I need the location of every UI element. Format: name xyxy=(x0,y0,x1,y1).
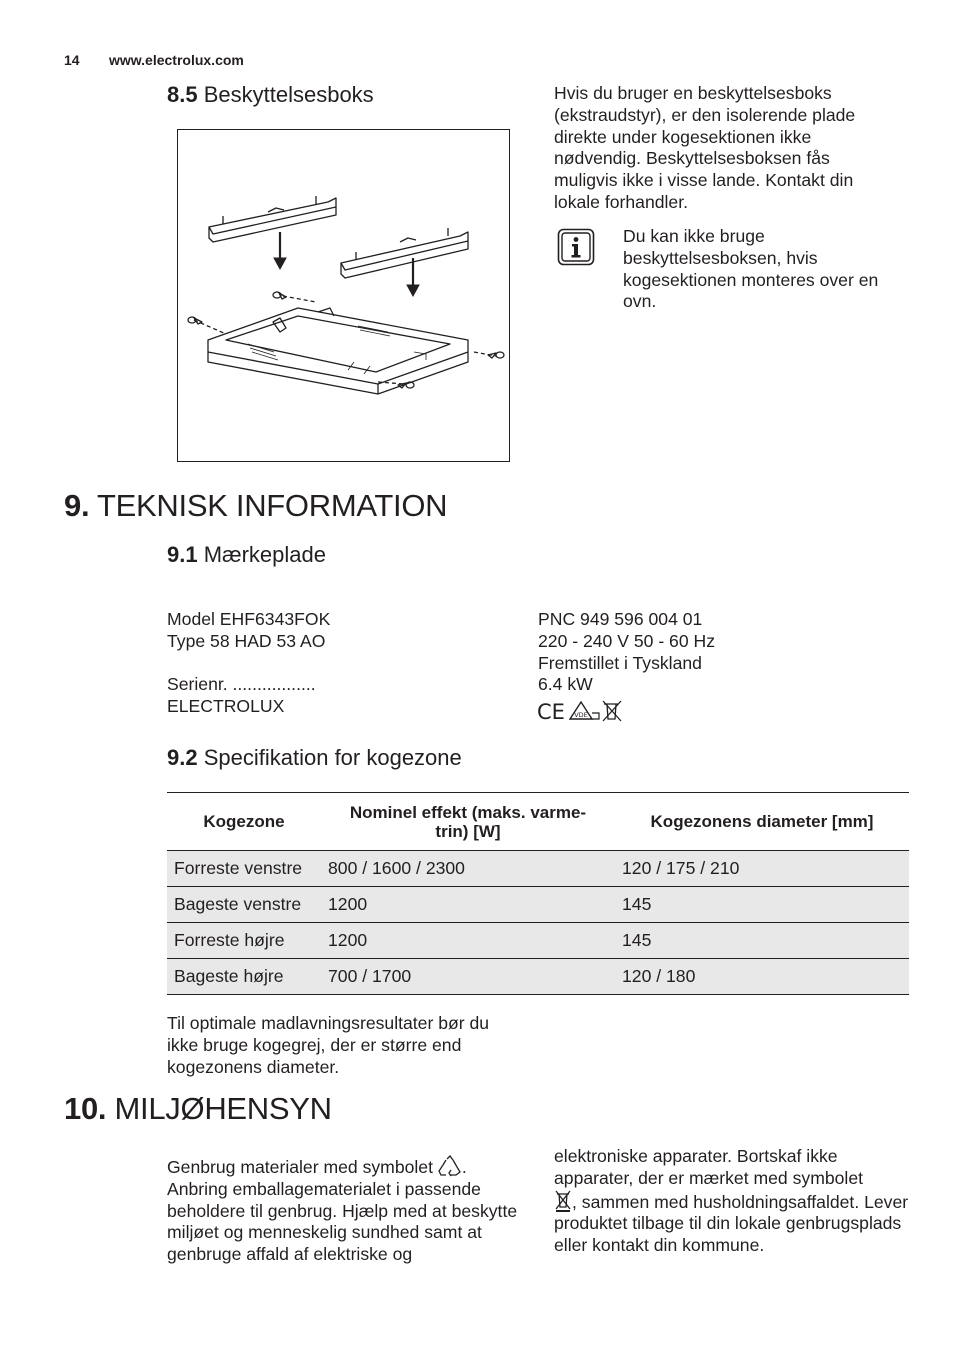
rating-plate-left xyxy=(167,609,330,718)
made-in-text: Fremstillet i Tyskland xyxy=(538,652,702,673)
table-cell: 700 / 1700 xyxy=(321,959,615,995)
table-cell: 145 xyxy=(615,923,909,959)
column-header: Kogezonens diameter [mm] xyxy=(615,793,909,851)
disposal-text: elektroniske apparater. Bortskaf ikke apparater, der er mærket med symbolet xyxy=(554,1146,863,1188)
environment-text-left xyxy=(167,1155,519,1266)
weee-bin-icon xyxy=(554,1190,572,1212)
section-number: 9.1 xyxy=(167,542,198,567)
section-title: Beskyttelsesboks xyxy=(203,82,374,107)
assembly-diagram xyxy=(178,130,509,461)
voltage-text: 220 - 240 V 50 - 60 Hz xyxy=(538,630,716,651)
table-cell: 1200 xyxy=(321,923,615,959)
chapter-number: 9. xyxy=(64,488,90,523)
table-cell: Bageste venstre xyxy=(167,887,321,923)
chapter-title: TEKNISK INFORMATION xyxy=(97,488,448,523)
type-text: Type 58 HAD 53 AO xyxy=(167,630,326,651)
recycle-icon xyxy=(438,1155,462,1177)
section-number: 8.5 xyxy=(167,82,198,107)
table-cell: 120 / 180 xyxy=(615,959,909,995)
model-text: Model EHF6343FOK xyxy=(167,609,331,629)
section-9-2-heading xyxy=(167,745,462,771)
section-8-5-heading xyxy=(167,82,374,108)
vde-mark-icon xyxy=(570,702,599,719)
chapter-9-heading xyxy=(64,488,447,524)
chapter-10-heading xyxy=(64,1091,332,1127)
brand-text: ELECTROLUX xyxy=(167,696,285,717)
certification-marks xyxy=(537,699,625,723)
page-number: 14 xyxy=(64,52,80,68)
table-row xyxy=(167,887,909,923)
table-cell: 800 / 1600 / 2300 xyxy=(321,851,615,887)
power-text: 6.4 kW xyxy=(538,674,593,695)
protection-box-description: Hvis du bruger en beskyttelsesboks (ekstraudstyr), er den isolerende plade direkte under kogesektionen ikke nødvendig. Beskyttelsesboksen fås muligvis ikke i visse lande. Kontakt din lokale forhandler. xyxy=(554,83,856,212)
table-cell: Forreste højre xyxy=(167,923,321,959)
weee-bin-icon xyxy=(603,701,621,721)
info-icon xyxy=(557,228,595,266)
svg-text:VDE: VDE xyxy=(574,711,588,719)
chapter-title: MILJØHENSYN xyxy=(114,1091,332,1126)
table-row xyxy=(167,959,909,995)
website-url: www.electrolux.com xyxy=(109,52,244,68)
recycling-text-cont: . Anbring emballagematerialet i passende beholdere til genbrug. Hjælp med at beskytte miljøet og menneskelig sundhed samt at genbruge affald af elektriske og xyxy=(167,1157,518,1265)
section-title: Mærkeplade xyxy=(203,542,326,567)
column-header: Kogezone xyxy=(167,793,321,851)
rating-plate-right xyxy=(538,609,715,696)
chapter-number: 10. xyxy=(64,1091,107,1126)
disposal-text-cont: , sammen med husholdningsaffaldet. Lever produktet tilbage til din lokale genbrugsplads eller kontakt din kommune. xyxy=(554,1191,909,1256)
section-title: Specifikation for kogezone xyxy=(203,745,462,770)
info-note: Du kan ikke bruge beskyttelsesboksen, hvis kogesektionen monteres over en ovn. xyxy=(623,226,879,312)
section-number: 9.2 xyxy=(167,745,198,770)
table-row xyxy=(167,923,909,959)
recycling-text: Genbrug materialer med symbolet xyxy=(167,1157,433,1177)
table-cell: Forreste venstre xyxy=(167,851,321,887)
section-9-1-heading xyxy=(167,542,326,568)
protection-box-illustration xyxy=(177,129,510,462)
ce-mark-icon: CE xyxy=(537,700,565,723)
column-header: Nominel effekt (maks. varme-trin) [W] xyxy=(321,793,615,851)
spacer xyxy=(167,653,330,675)
pnc-text: PNC 949 596 004 01 xyxy=(538,609,703,629)
environment-text-right xyxy=(554,1146,914,1257)
table-row xyxy=(167,851,909,887)
table-cell: 120 / 175 / 210 xyxy=(615,851,909,887)
table-cell: 145 xyxy=(615,887,909,923)
table-header-row xyxy=(167,793,909,851)
cooking-zone-table xyxy=(167,792,909,995)
cookware-note: Til optimale madlavningsresultater bør du ikke bruge kogegrej, der er større end kogezonens diameter. xyxy=(167,1013,490,1077)
table-cell: 1200 xyxy=(321,887,615,923)
table-cell: Bageste højre xyxy=(167,959,321,995)
serial-text: Serienr. ................. xyxy=(167,674,316,695)
